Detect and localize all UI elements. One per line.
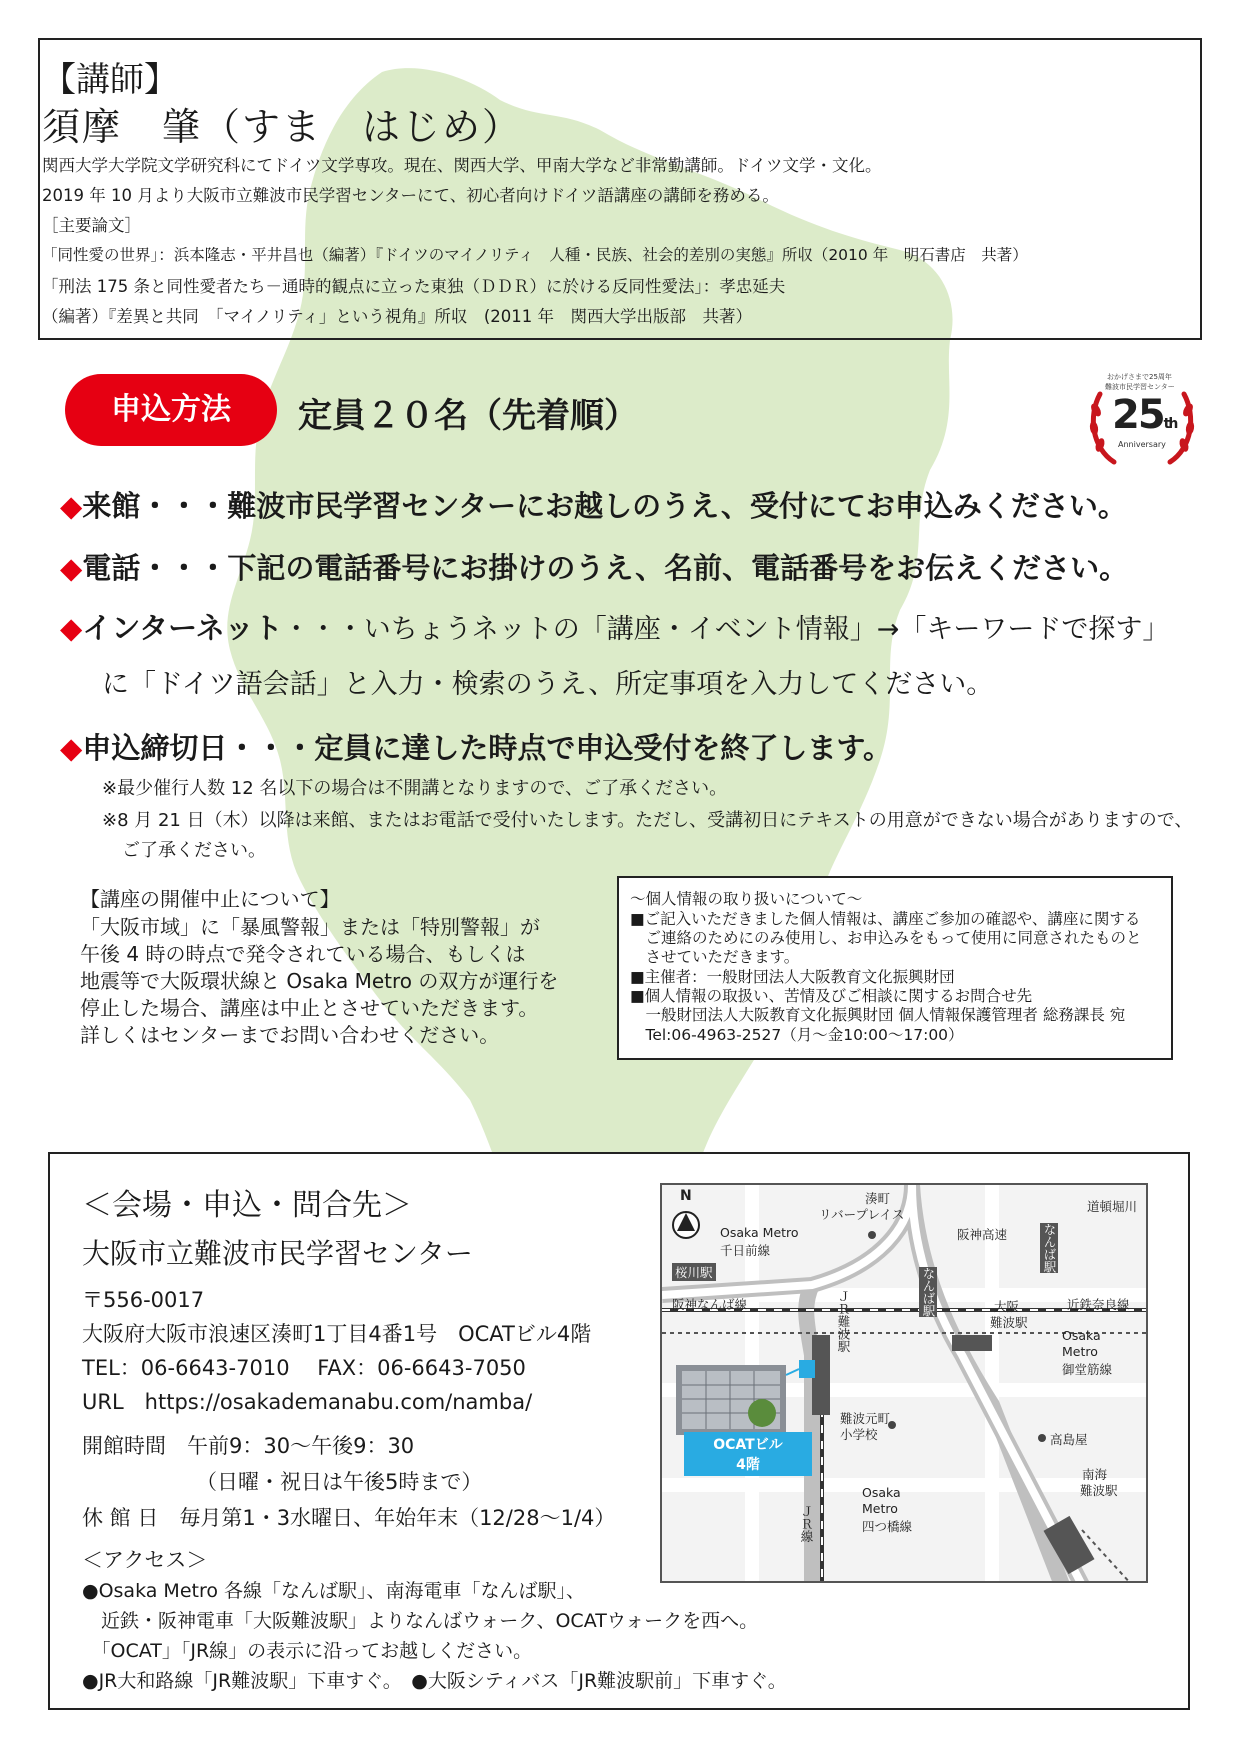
ocat-label-line1: OCATビル: [713, 1437, 783, 1453]
note-after-date: ※8 月 21 日（木）以降は来館、またはお電話で受付いたします。ただし、受講初日にテキストの用意ができない場合がありますので、: [102, 810, 1193, 831]
capacity-text: 定員２０名（先着順）: [298, 396, 638, 436]
map-label: なんば駅: [921, 1267, 936, 1317]
privacy-line: ■主催者：一般財団法人大阪教育文化振興財団: [630, 968, 955, 986]
venue-postal: 〒556-0017: [82, 1288, 205, 1312]
map-label: 高島屋: [1050, 1432, 1088, 1447]
method-text: ・・・定員に達した時点で申込受付を終了します。: [227, 731, 893, 765]
map-label: 御堂筋線: [1062, 1362, 1113, 1377]
map-label: Osaka: [1062, 1328, 1101, 1343]
map-label: Metro: [1062, 1344, 1098, 1359]
application-method-badge: 申込方法: [65, 374, 277, 446]
method-key: 来館: [82, 489, 141, 523]
venue-hours: 開館時間 午前9：30～午後9：30: [82, 1434, 415, 1458]
anniversary-suffix: th: [1163, 416, 1177, 432]
diamond-bullet-icon: ◆: [60, 731, 83, 765]
privacy-line: ■ご記入いただきました個人情報は、講座ご参加の確認や、講座に関する: [630, 910, 1141, 928]
map-label: 難波駅: [1080, 1483, 1118, 1498]
anniversary-number: [1112, 392, 1176, 438]
privacy-line: させていただきます。: [630, 948, 800, 966]
method-deadline: [60, 726, 892, 767]
method-text: ・・・下記の電話番号にお掛けのうえ、名前、電話番号をお伝えください。: [140, 551, 1129, 585]
lecturer-bio-line: ［主要論文］: [42, 216, 141, 235]
map-north-icon: N: [680, 1188, 692, 1204]
anniversary-top-text: おかげさまで25周年: [1107, 373, 1172, 381]
note-minimum: ※最少催行人数 12 名以下の場合は不開講となりますので、ご了承ください。: [102, 778, 728, 799]
cancellation-line: 詳しくはセンターまでお問い合わせください。: [80, 1023, 500, 1047]
map-label: Osaka: [862, 1485, 901, 1500]
venue-heading: ＜会場・申込・問合先＞: [82, 1188, 412, 1223]
method-text: ・・・いちょうネットの「講座・イベント情報」→「キーワードで探す」: [282, 614, 1170, 645]
venue-url[interactable]: URL https://osakademanabu.com/namba/: [82, 1390, 533, 1414]
method-internet: [60, 606, 1169, 647]
method-visit: [60, 484, 1127, 525]
cancellation-line: 「大阪市域」に「暴風警報」または「特別警報」が: [80, 915, 540, 939]
venue-hours-note: （日曜・祝日は午後5時まで）: [196, 1470, 483, 1494]
method-key: 申込締切日: [82, 731, 228, 765]
privacy-line: 一般財団法人大阪教育文化振興財団 個人情報保護管理者 総務課長 宛: [630, 1006, 1126, 1024]
map-label: 湊町: [865, 1191, 891, 1206]
map-label: ＪＲ難波駅: [836, 1290, 851, 1353]
access-line: 「OCAT」「JR線」の表示に沿ってお越しください。: [82, 1640, 533, 1662]
anniversary-word: Anniversary: [1118, 440, 1166, 449]
map-label: 南海: [1082, 1467, 1108, 1482]
map-label: 道頓堀川: [1087, 1199, 1138, 1214]
lecturer-name: 須摩 肇（すま はじめ）: [42, 105, 523, 149]
map-label: 阪神なんば線: [672, 1297, 748, 1312]
map-label: 難波元町: [840, 1411, 891, 1426]
venue-closed-days: 休 館 日 毎月第1・3水曜日、年始年末（12/28～1/4）: [82, 1506, 616, 1530]
anniversary-org-text: 難波市民学習センター: [1105, 383, 1175, 391]
map-label: 阪神高速: [957, 1227, 1008, 1242]
lecturer-bio-line: 「同性愛の世界」：浜本隆志・平井昌也（編著）『ドイツのマイノリティ 人種・民族、社会的差別の実態』所収（2010 年 明石書店 共著）: [42, 246, 1028, 264]
map-label: リバープレイス: [819, 1207, 905, 1222]
privacy-line: ■個人情報の取扱い、苦情及びご相談に関するお問合せ先: [630, 987, 1033, 1005]
access-line: ●Osaka Metro 各線「なんば駅」、南海電車「なんば駅」、: [82, 1580, 586, 1602]
lecturer-bio-line: 2019 年 10 月より大阪市立難波市民学習センターにて、初心者向けドイツ語講座の講師を務める。: [42, 186, 779, 205]
lecturer-heading: 【講師】: [42, 60, 178, 100]
map-label: 大阪: [994, 1299, 1020, 1314]
map-label: ＪＲ線: [799, 1505, 814, 1543]
ocat-label-line2: 4階: [736, 1457, 760, 1473]
access-line: 近鉄・阪神電車「大阪難波駅」よりなんばウォーク、OCATウォークを西へ。: [82, 1610, 759, 1632]
lecturer-bio-line: （編著）『差異と共同 「マイノリティ」という視角』所収 (2011 年 関西大学出版部 共著）: [42, 307, 753, 326]
cancellation-line: 停止した場合、講座は中止とさせていただきます。: [80, 996, 539, 1020]
ocat-building-label: [684, 1432, 812, 1476]
venue-phone-fax: TEL：06-6643-7010 FAX：06-6643-7050: [82, 1356, 526, 1380]
diamond-bullet-icon: ◆: [60, 489, 83, 523]
privacy-line: ご連絡のためにのみ使用し、お申込みをもって使用に同意されたものと: [630, 929, 1142, 947]
map-label: なんば駅: [1042, 1223, 1057, 1273]
map-label: 千日前線: [720, 1243, 771, 1258]
method-internet-continued: に「ドイツ語会話」と入力・検索のうえ、所定事項を入力してください。: [102, 669, 994, 700]
method-text: ・・・難波市民学習センターにお越しのうえ、受付にてお申込みください。: [140, 489, 1127, 523]
venue-name: 大阪市立難波市民学習センター: [82, 1237, 473, 1270]
diamond-bullet-icon: ◆: [60, 551, 83, 585]
access-map: [660, 1183, 1148, 1583]
venue-address: 大阪府大阪市浪速区湊町1丁目4番1号 OCATビル4階: [82, 1322, 592, 1346]
method-key: インターネット: [82, 611, 283, 645]
cancellation-line: 地震等で大阪環状線と Osaka Metro の双方が運行を: [80, 969, 559, 993]
map-label: Osaka Metro: [720, 1225, 799, 1240]
map-label: 四つ橋線: [862, 1519, 913, 1534]
privacy-line: Tel:06-4963-2527（月～金10:00～17:00）: [630, 1026, 964, 1044]
method-phone: [60, 546, 1128, 587]
note-apology: ご了承ください。: [122, 840, 266, 861]
anniversary-number-value: 25: [1112, 392, 1164, 438]
access-heading: ＜アクセス＞: [82, 1548, 208, 1572]
cancellation-line: 午後 4 時の時点で発令されている場合、もしくは: [80, 942, 526, 966]
map-label: 近鉄奈良線: [1067, 1297, 1130, 1312]
lecturer-bio-line: 関西大学大学院文学研究科にてドイツ文学専攻。現在、関西大学、甲南大学など非常勤講師。ドイツ文学・文化。: [42, 156, 882, 175]
cancellation-title: 【講座の開催中止について】: [80, 887, 340, 911]
diamond-bullet-icon: ◆: [60, 611, 83, 645]
privacy-line: ～個人情報の取り扱いについて～: [630, 890, 863, 908]
map-label: Metro: [862, 1501, 898, 1516]
access-line: ●JR大和路線「JR難波駅」下車すぐ。 ●大阪シティバス「JR難波駅前」下車すぐ。: [82, 1670, 787, 1692]
method-key: 電話: [82, 551, 141, 585]
map-label: 小学校: [840, 1427, 878, 1442]
map-label: 桜川駅: [672, 1263, 716, 1281]
map-label: 難波駅: [990, 1315, 1028, 1330]
lecturer-bio-line: 「刑法 175 条と同性愛者たち－通時的観点に立った東独（ＤＤＲ）に於ける反同性愛法」：孝忠延夫: [42, 277, 786, 296]
